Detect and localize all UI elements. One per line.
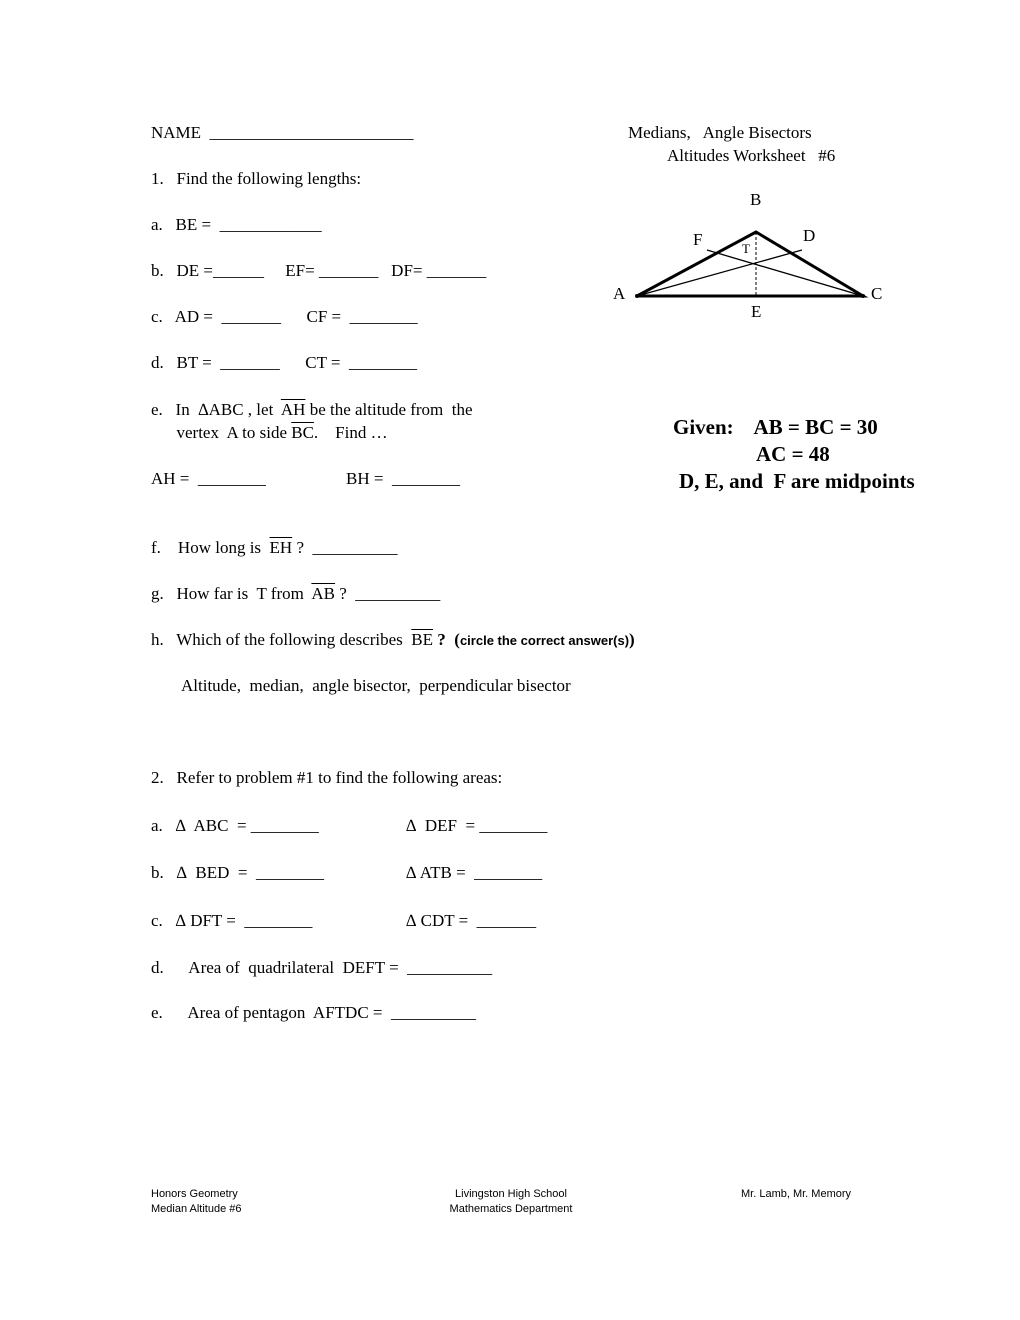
q2-d: d. Area of quadrilateral DEFT = __________ — [151, 958, 493, 977]
label-a: A — [613, 284, 626, 303]
q1-prompt: 1. Find the following lengths: — [151, 169, 362, 188]
q2-b1: b. ∆ BED = ________ — [151, 863, 324, 882]
q1-e-line2 — [151, 423, 388, 443]
q1-h-question: ? ( — [433, 630, 460, 649]
footer-left — [151, 1187, 242, 1217]
footer-teachers: Mr. Lamb, Mr. Memory — [741, 1188, 852, 1200]
q2-a2: ∆ DEF = ________ — [406, 816, 548, 835]
given-line2: AC = 48 — [756, 442, 830, 466]
q1-f-text: f. How long is — [151, 538, 270, 557]
q1-e-text: e. In ∆ABC , let — [151, 400, 281, 419]
footer-department: Mathematics Department — [449, 1203, 573, 1215]
q1-g-text: g. How far is T from — [151, 584, 312, 603]
q1-f — [151, 538, 398, 558]
q1-h-close: ) — [629, 630, 635, 649]
q1-ah: AH = ________ — [151, 469, 266, 488]
q1-e-line1 — [151, 400, 473, 420]
point-c — [861, 294, 865, 298]
label-f: F — [693, 230, 703, 249]
q1-f-blank: ? __________ — [292, 538, 398, 557]
point-a — [635, 294, 639, 298]
q1-d: d. BT = _______ CT = ________ — [151, 353, 418, 372]
q2-c2: ∆ CDT = _______ — [406, 911, 537, 930]
q1-bh: BH = ________ — [346, 469, 460, 488]
worksheet-title-line2: Altitudes Worksheet #6 — [667, 146, 836, 165]
segment-eh: $\overline{EH}$ — [269, 538, 293, 557]
segment-bc: $\overline{BC}$ — [291, 423, 314, 442]
q1-h-instruction: circle the correct answer(s) — [459, 633, 630, 648]
q1-c: c. AD = _______ CF = ________ — [151, 307, 418, 326]
q2-e: e. Area of pentagon AFTDC = __________ — [151, 1003, 476, 1022]
triangle-diagram — [600, 180, 900, 330]
segment-ab: $\overline{AB}$ — [311, 584, 336, 603]
label-b: B — [750, 190, 762, 209]
footer-center — [441, 1187, 581, 1217]
segment-ah: $\overline{AH}$ — [280, 400, 306, 419]
q1-e2-text2: . Find … — [313, 423, 388, 442]
q1-g — [151, 584, 440, 604]
median-cf — [707, 250, 863, 296]
q1-a: a. BE = ____________ — [151, 215, 322, 234]
label-e: E — [751, 302, 762, 321]
footer-worksheet: Median Altitude #6 — [151, 1203, 242, 1215]
q1-e-text2: be the altitude from the — [305, 400, 473, 419]
q1-e2-text: vertex A to side — [151, 423, 292, 442]
worksheet-title-line1: Medians, Angle Bisectors — [628, 123, 812, 142]
label-c: C — [871, 284, 883, 303]
footer-school: Livingston High School — [455, 1188, 567, 1200]
footer-course: Honors Geometry — [151, 1188, 238, 1200]
q1-h-text: h. Which of the following describes — [151, 630, 412, 649]
segment-be: $\overline{BE}$ — [411, 630, 434, 649]
given-line3: D, E, and F are midpoints — [679, 469, 915, 493]
name-field: NAME ________________________ — [151, 123, 414, 142]
q2-b2: ∆ ATB = ________ — [406, 863, 543, 882]
given-line1: Given: AB = BC = 30 — [673, 415, 878, 439]
q1-g-blank: ? __________ — [335, 584, 441, 603]
q2-c1: c. ∆ DFT = ________ — [151, 911, 313, 930]
median-ad — [637, 250, 802, 296]
q2-a1: a. ∆ ABC = ________ — [151, 816, 319, 835]
q1-h-options: Altitude, median, angle bisector, perpendicular bisector — [181, 676, 571, 695]
q1-h — [151, 630, 635, 651]
q1-b: b. DE =______ EF= _______ DF= _______ — [151, 261, 487, 280]
q2-prompt: 2. Refer to problem #1 to find the following areas: — [151, 768, 503, 787]
label-d: D — [803, 226, 816, 245]
label-t: T — [742, 241, 750, 256]
